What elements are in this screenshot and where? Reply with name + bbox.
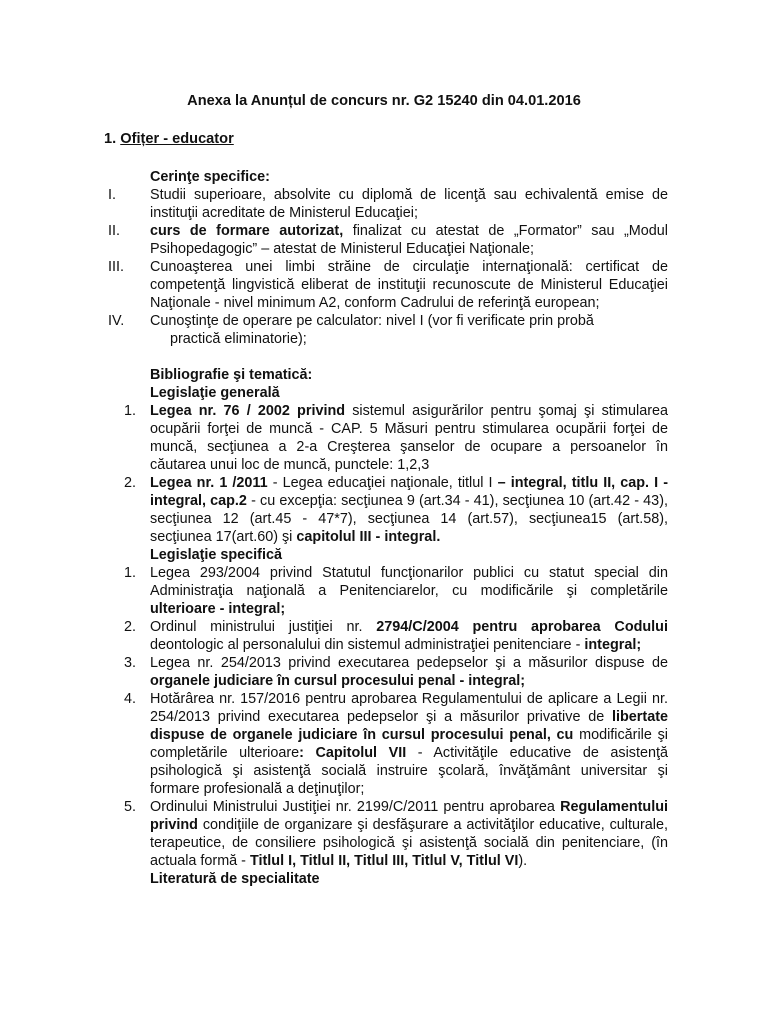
- item-text: Hotărârea nr. 157/2016 pentru aprobarea Regulamentului de aplicare a Legii nr. 254/2013 privind executarea pedepselor şi a măsurilor privative de: [150, 691, 668, 725]
- section-name: Ofițer - educator: [120, 131, 234, 147]
- list-item: [108, 690, 668, 798]
- item-text: condiţiile de organizare şi desfăşurare a activităţilor educative, culturale, terapeutice, de consiliere psihologică şi asistenţă socială din penitenciare, (în actuala formă -: [150, 817, 668, 869]
- item-text: Legea nr. 254/2013 privind executarea pedepselor şi a măsurilor dispuse de: [150, 655, 668, 671]
- list-item: [108, 222, 668, 258]
- item-text-bold: Regulamentului privind: [150, 799, 668, 833]
- item-text-bold: – integral, titlu II, cap. I - integral, cap.2: [150, 475, 669, 509]
- list-item: [108, 474, 668, 546]
- item-text-bold: : Capitolul VII: [299, 745, 407, 761]
- list-item: [108, 618, 668, 654]
- item-text-bold: Legea nr. 1 /2011: [150, 475, 268, 491]
- item-text: - Activităţile educative de asistenţă psihologică şi asistenţă socială instruire şcolară, învăţământ universitar şi formare profesională a deţinuţilor;: [150, 745, 668, 797]
- item-text-bold: organele judiciare în cursul procesului penal - integral;: [150, 673, 526, 689]
- list-item: [108, 258, 668, 312]
- list-marker: 1.: [124, 403, 137, 419]
- list-marker: 2.: [124, 619, 137, 635]
- document-body: [108, 168, 668, 888]
- item-text: Ordinului Ministrului Justiţiei nr. 2199/C/2011 pentru aprobarea: [150, 799, 561, 815]
- item-text: - cu excepţia: secţiunea 9 (art.34 - 41), secţiunea 10 (art.42 - 43), secţiunea 12 (art.45 - 47*7), secţiunea 14 (art.57), secţiunea15 (art.58), secţiunea 17(art.60) şi: [150, 493, 668, 545]
- item-text-bold: 2794/C/2004 pentru aprobarea Codului: [376, 619, 668, 635]
- item-text: Cunoaşterea unei limbi străine de circulaţie internaţională: certificat de competenţă lingvistică eliberat de instituţii recunoscute de Ministerul: [150, 259, 668, 293]
- bibliography-heading: Bibliografie şi tematică:: [150, 367, 313, 383]
- section-heading: [104, 130, 234, 148]
- general-legislation-heading: Legislaţie generală: [150, 385, 280, 401]
- item-text-bold: Legea nr. 76 / 2002 privind: [150, 403, 346, 419]
- list-item: [108, 798, 668, 870]
- item-text-bold: curs de formare autorizat,: [150, 223, 344, 239]
- list-item: [108, 312, 668, 348]
- item-text: Cunoştinţe de operare pe calculator: nivel I (vor fi verificate prin probă: [150, 313, 594, 329]
- list-item: [108, 564, 668, 618]
- list-marker: 3.: [124, 655, 137, 671]
- item-text: - Legea educaţiei naţionale, titlul I: [267, 475, 498, 491]
- list-item: [108, 402, 668, 474]
- literature-heading: Literatură de specialitate: [150, 871, 320, 887]
- item-text-bold: Titlul I, Titlul II, Titlul III, Titlul V, Titlul VI: [249, 853, 519, 869]
- item-text-bold: integral;: [584, 637, 642, 653]
- section-number: 1.: [104, 131, 117, 147]
- list-marker: II.: [108, 223, 120, 239]
- item-text: Ordinul ministrului justiţiei nr.: [150, 619, 377, 635]
- list-marker: 5.: [124, 799, 137, 815]
- list-item: [108, 654, 668, 690]
- list-marker: 2.: [124, 475, 137, 491]
- requirements-heading: Cerinţe specifice:: [150, 169, 270, 185]
- list-marker: 4.: [124, 691, 137, 707]
- list-marker: IV.: [108, 313, 125, 329]
- list-marker: 1.: [124, 565, 137, 581]
- item-text-bold: libertate dispuse de organele judiciare în cursul procesului penal, cu: [150, 709, 668, 743]
- item-text: Educaţiei Naţionale - nivel minimum A2, conform Cadrului de referinţă european;: [150, 277, 668, 311]
- list-item: [108, 186, 668, 222]
- item-text: sistemul asigurărilor pentru şomaj şi stimularea ocupării forţei de muncă - CAP. 5 Măsuri pentru stimularea ocupării forţei de muncă, secţiunea a 2-a Creşterea şanselor de ocupare a persoanelor în căutarea unui loc de muncă, punctele: 1,2,3: [150, 403, 668, 473]
- item-text: practică eliminatorie);: [170, 331, 307, 347]
- list-marker: I.: [108, 187, 116, 203]
- item-text: Studii superioare, absolvite cu diplomă de licenţă sau echivalentă emise de instituţii acreditate de Ministerul Educaţiei;: [150, 187, 668, 221]
- item-text-bold: capitolul III - integral.: [296, 529, 441, 545]
- item-text: modificările şi completările ulterioare: [150, 727, 668, 761]
- item-text-bold: ulterioare - integral;: [150, 601, 286, 617]
- item-text: Legea 293/2004 privind Statutul funcţionarilor publici cu statut special din Administraţia naţională a Penitenciarelor, cu modificările şi completările: [150, 565, 668, 599]
- item-text: ).: [518, 853, 528, 869]
- page-title: Anexa la Anunțul de concurs nr. G2 15240 din 04.01.2016: [187, 93, 581, 109]
- item-text: deontologic al personalului din sistemul administraţiei penitenciare -: [150, 637, 585, 653]
- item-text: finalizat cu atestat de „Formator” sau „Modul Psihopedagogic” – atestat de Ministerul Educaţiei Naţionale;: [150, 223, 668, 257]
- specific-legislation-heading: Legislaţie specifică: [150, 547, 282, 563]
- list-marker: III.: [108, 259, 124, 275]
